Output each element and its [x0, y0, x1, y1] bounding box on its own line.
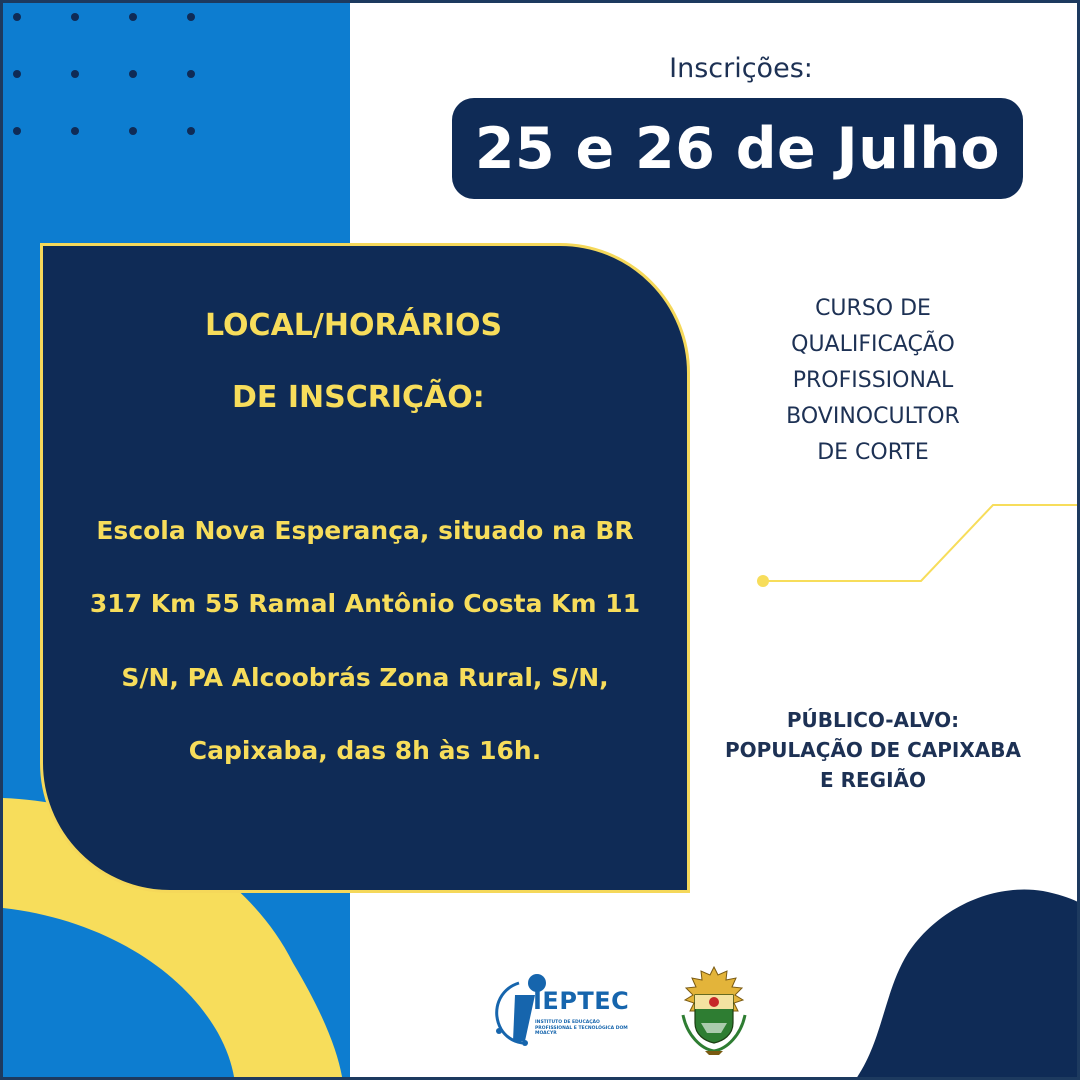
course-title-line: PROFISSIONAL — [792, 368, 954, 393]
registration-date-badge — [452, 98, 1023, 199]
course-title-line: QUALIFICAÇÃO — [791, 332, 955, 357]
card-heading-line2: DE INSCRIÇÃO: — [232, 380, 485, 415]
registration-label: Inscrições: — [669, 53, 813, 84]
target-audience — [723, 705, 1023, 795]
audience-line: PÚBLICO-ALVO: — [786, 708, 960, 732]
audience-line: POPULAÇÃO DE CAPIXABA — [724, 738, 1021, 762]
ieptec-logo-tagline: INSTITUTO DE EDUCAÇÃO PROFISSIONAL E TECNOLÓGICA DOM MOACYR — [535, 1020, 628, 1036]
card-heading-line1: LOCAL/HORÁRIOS — [205, 308, 503, 343]
course-title-line: CURSO DE — [815, 296, 931, 321]
location-card — [40, 243, 690, 893]
registration-dates: 25 e 26 de Julho — [474, 115, 1001, 182]
course-title — [743, 291, 1003, 471]
course-title-line: BOVINOCULTOR — [786, 404, 960, 429]
address-line-4: Capixaba, das 8h às 16h. — [188, 736, 542, 765]
address-line-1: Escola Nova Esperança, situado na BR — [96, 516, 634, 545]
acre-state-seal-icon — [671, 965, 757, 1057]
ieptec-logo-text: IEPTEC — [533, 987, 630, 1015]
address-line-2: 317 Km 55 Ramal Antônio Costa Km 11 — [89, 589, 641, 618]
course-title-line: DE CORTE — [817, 440, 929, 465]
address-line-3: S/N, PA Alcoobrás Zona Rural, S/N, — [121, 663, 609, 692]
audience-line: E REGIÃO — [819, 768, 927, 792]
